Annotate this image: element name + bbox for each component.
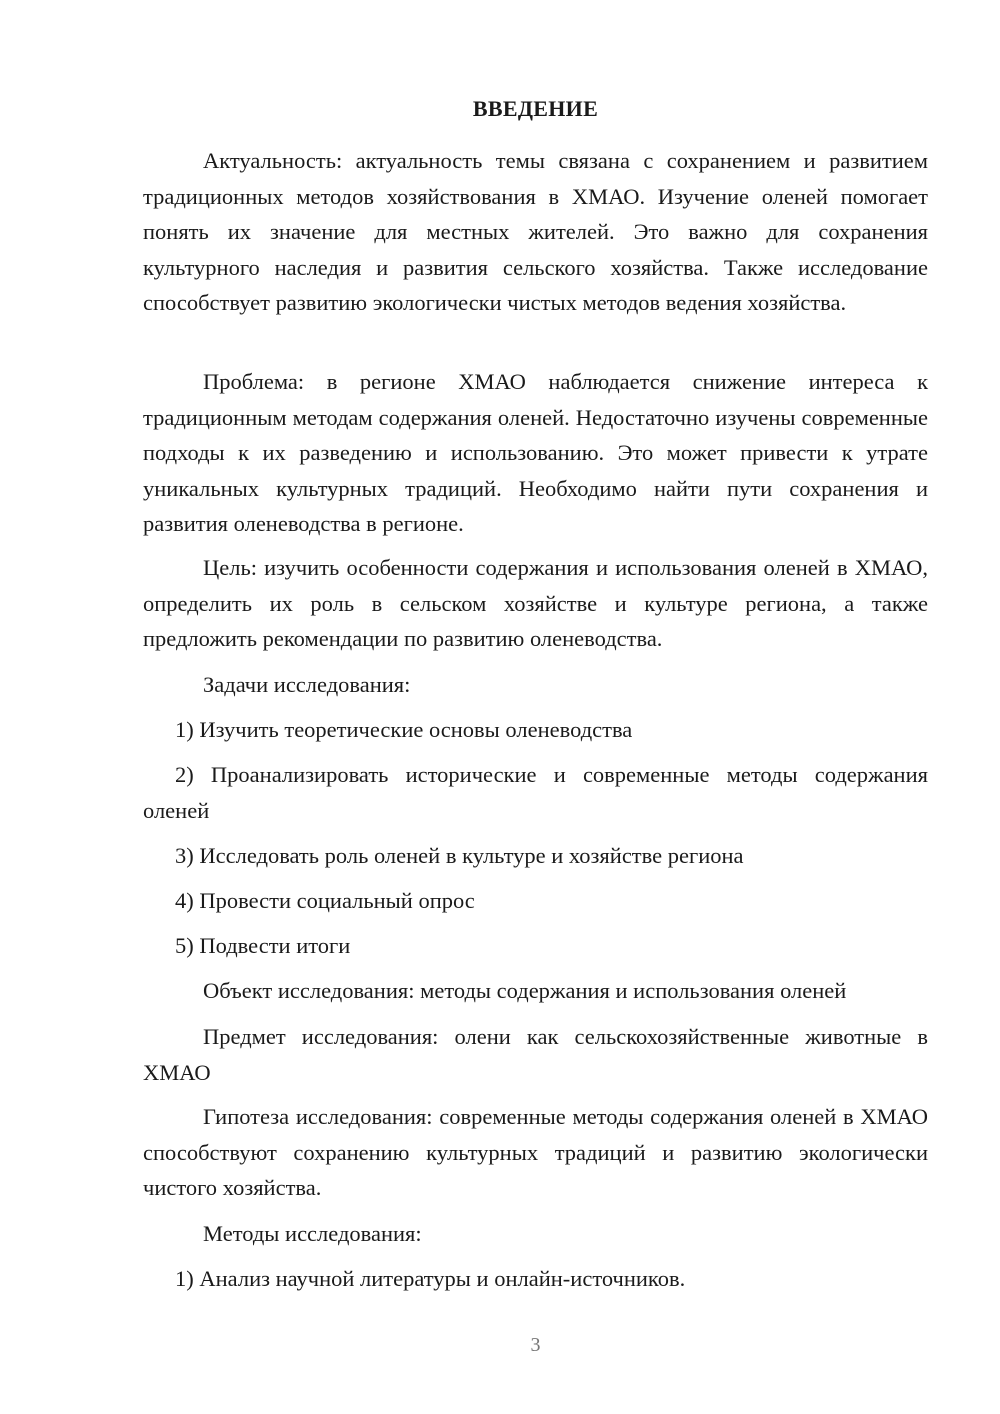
goal-paragraph: Цель: изучить особенности содержания и использования оленей в ХМАО, определить их роль в сельском хозяйстве и культуре региона, а также предложить рекомендации по развитию оленеводства. [143,555,928,651]
task-item-3: 3) Исследовать роль оленей в культуре и хозяйстве региона [175,843,744,868]
task-item-4: 4) Провести социальный опрос [175,888,475,913]
subject-paragraph: Предмет исследования: олени как сельскохозяйственные животные в ХМАО [143,1024,928,1085]
relevance-paragraph: Актуальность: актуальность темы связана с сохранением и развитием традиционных методов хозяйствования в ХМАО. Изучение оленей помогает понять их значение для местных жителей. Это важно для сохранения культурного наследия и развития сельского хозяйства. Также исследование способствует развитию экологически чистых методов ведения хозяйства. [143,148,928,315]
task-item-2: 2) Проанализировать исторические и современные методы содержания оленей [143,762,928,823]
tasks-heading: Задачи исследования: [203,672,411,697]
section-title: ВВЕДЕНИЕ [472,96,599,121]
method-item-1: 1) Анализ научной литературы и онлайн-источников. [175,1266,686,1291]
problem-paragraph: Проблема: в регионе ХМАО наблюдается снижение интереса к традиционным методам содержания оленей. Недостаточно изучены современные подходы к их разведению и использованию. Это может привести к утрате уникальных культурных традиций. Необходимо найти пути сохранения и развития оленеводства в регионе. [143,369,928,536]
object-paragraph: Объект исследования: методы содержания и использования оленей [203,978,847,1003]
hypothesis-paragraph: Гипотеза исследования: современные методы содержания оленей в ХМАО способствуют сохранению культурных традиций и развитию экологически чистого хозяйства. [143,1104,928,1200]
methods-heading: Методы исследования: [203,1221,422,1246]
task-item-1: 1) Изучить теоретические основы оленеводства [175,717,633,742]
page-number: 3 [530,1334,541,1356]
task-item-5: 5) Подвести итоги [175,933,351,958]
